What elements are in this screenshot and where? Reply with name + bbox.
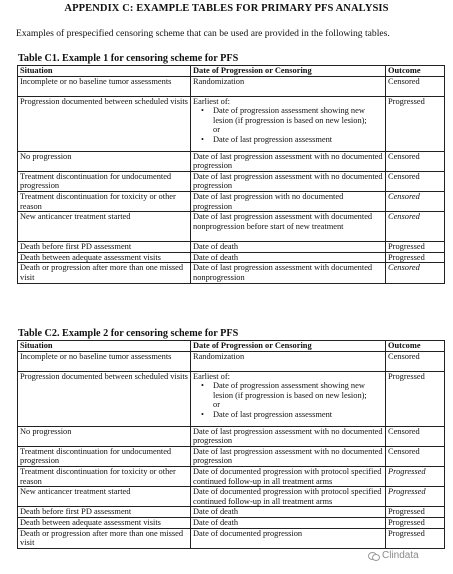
date-cell: Date of death — [191, 517, 386, 528]
outcome-cell: Progressed — [386, 487, 445, 507]
table-row — [18, 528, 445, 548]
date-bullets — [193, 381, 383, 400]
table-row — [18, 426, 445, 446]
outcome-cell: Progressed — [386, 96, 445, 151]
date-cell: Date of documented progression — [191, 528, 386, 548]
appendix-title: APPENDIX C: EXAMPLE TABLES FOR PRIMARY PFS ANALYSIS — [64, 3, 389, 14]
header-date: Date of Progression or Censoring — [191, 341, 386, 352]
situation-cell: Death or progression after more than one missed visit — [18, 263, 191, 283]
table-row — [18, 517, 445, 528]
or-text: or — [213, 125, 220, 135]
table-row — [18, 371, 445, 426]
situation-cell: Treatment discontinuation for toxicity or other reason — [18, 191, 191, 211]
situation-cell: Death between adequate assessment visits — [18, 252, 191, 263]
table-row — [18, 171, 445, 191]
table-row — [18, 263, 445, 283]
date-cell: Date of last progression assessment with no documented progression — [191, 151, 386, 171]
outcome-cell: Censored — [386, 426, 445, 446]
outcome-cell: Censored — [386, 151, 445, 171]
situation-cell: New anticancer treatment started — [18, 212, 191, 242]
date-cell: Date of death — [191, 252, 386, 263]
intro-paragraph: Examples of prespecified censoring scheme that can be used are provided in the following tables. — [16, 28, 390, 39]
bullet-item: • Date of progression assessment showing new lesion (if progression is based on new lesion); — [207, 106, 383, 125]
situation-cell: Death between adequate assessment visits — [18, 517, 191, 528]
table-row — [18, 487, 445, 507]
outcome-cell: Censored — [386, 212, 445, 242]
watermark — [368, 550, 419, 561]
situation-cell: Treatment discontinuation for undocumented progression — [18, 171, 191, 191]
table-row — [18, 507, 445, 518]
date-cell: Date of last progression assessment with no documented progression — [191, 446, 386, 466]
outcome-cell: Progressed — [386, 252, 445, 263]
situation-cell: Incomplete or no baseline tumor assessments — [18, 351, 191, 371]
outcome-cell: Progressed — [386, 528, 445, 548]
header-outcome: Outcome — [386, 341, 445, 352]
situation-cell: No progression — [18, 426, 191, 446]
table-row — [18, 76, 445, 96]
outcome-cell: Progressed — [386, 242, 445, 253]
date-intro: Earliest of: — [193, 371, 230, 381]
header-date: Date of Progression or Censoring — [191, 66, 386, 77]
date-cell: Date of death — [191, 507, 386, 518]
date-cell: Date of last progression assessment with documented nonprogression — [191, 263, 386, 283]
bullet-item: • Date of progression assessment showing new lesion (if progression is based on new lesion); — [207, 381, 383, 400]
date-cell — [191, 371, 386, 426]
date-cell — [191, 96, 386, 151]
date-cell: Date of documented progression with protocol specified continued follow-up in all treatment arms — [191, 466, 386, 486]
outcome-cell: Censored — [386, 191, 445, 211]
outcome-cell: Progressed — [386, 517, 445, 528]
date-bullets — [193, 106, 383, 125]
date-cell: Randomization — [191, 351, 386, 371]
wechat-icon — [368, 551, 379, 560]
situation-cell: Death before first PD assessment — [18, 242, 191, 253]
date-cell: Date of last progression with no documented progression — [191, 191, 386, 211]
date-bullets — [193, 135, 383, 145]
bullet-item: • Date of last progression assessment — [207, 410, 383, 420]
date-bullets — [193, 410, 383, 420]
table-row — [18, 351, 445, 371]
outcome-cell: Progressed — [386, 507, 445, 518]
table-row — [18, 96, 445, 151]
situation-cell: No progression — [18, 151, 191, 171]
or-text: or — [213, 400, 220, 410]
table-row — [18, 252, 445, 263]
date-cell: Date of documented progression with protocol specified continued follow-up in all treatment arms — [191, 487, 386, 507]
table-row — [18, 242, 445, 253]
outcome-cell: Progressed — [386, 466, 445, 486]
situation-cell: Death before first PD assessment — [18, 507, 191, 518]
table-row — [18, 446, 445, 466]
situation-cell: Treatment discontinuation for undocumented progression — [18, 446, 191, 466]
date-cell: Randomization — [191, 76, 386, 96]
watermark-text: Clindata — [382, 550, 419, 561]
header-situation: Situation — [18, 341, 191, 352]
table-header-row — [18, 66, 445, 77]
outcome-cell: Censored — [386, 76, 445, 96]
table-row — [18, 212, 445, 242]
outcome-cell: Censored — [386, 171, 445, 191]
date-intro: Earliest of: — [193, 96, 230, 106]
situation-cell: Progression documented between scheduled visits — [18, 371, 191, 426]
table-row — [18, 191, 445, 211]
outcome-cell: Censored — [386, 446, 445, 466]
outcome-cell: Censored — [386, 263, 445, 283]
table-c2 — [17, 340, 445, 549]
date-cell: Date of death — [191, 242, 386, 253]
table-row — [18, 466, 445, 486]
situation-cell: Treatment discontinuation for toxicity or other reason — [18, 466, 191, 486]
situation-cell: Incomplete or no baseline tumor assessments — [18, 76, 191, 96]
date-cell: Date of last progression assessment with documented nonprogression before start of new treatment — [191, 212, 386, 242]
outcome-cell: Progressed — [386, 371, 445, 426]
situation-cell: Death or progression after more than one missed visit — [18, 528, 191, 548]
situation-cell: Progression documented between scheduled visits — [18, 96, 191, 151]
header-situation: Situation — [18, 66, 191, 77]
table-c1 — [17, 65, 445, 284]
table-c2-caption: Table C2. Example 2 for censoring scheme for PFS — [18, 328, 239, 339]
bullet-item: • Date of last progression assessment — [207, 135, 383, 145]
situation-cell: New anticancer treatment started — [18, 487, 191, 507]
outcome-cell: Censored — [386, 351, 445, 371]
table-c1-caption: Table C1. Example 1 for censoring scheme for PFS — [18, 53, 239, 64]
header-outcome: Outcome — [386, 66, 445, 77]
date-cell: Date of last progression assessment with no documented progression — [191, 171, 386, 191]
date-cell: Date of last progression assessment with no documented progression — [191, 426, 386, 446]
table-row — [18, 151, 445, 171]
table-header-row — [18, 341, 445, 352]
